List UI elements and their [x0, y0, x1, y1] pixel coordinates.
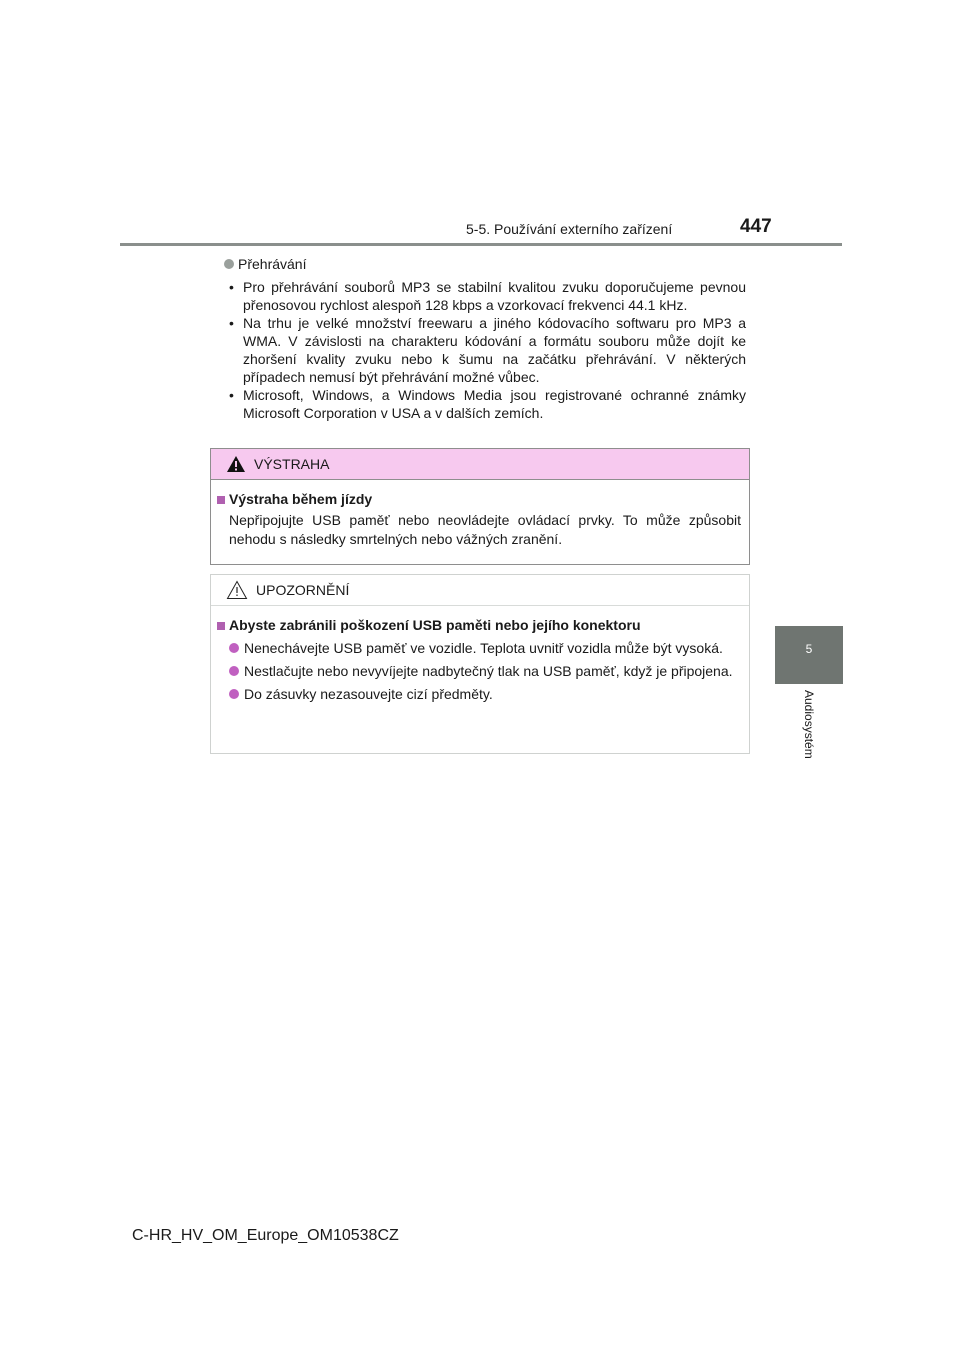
caution-body [211, 606, 749, 704]
chapter-number: 5 [805, 642, 813, 656]
header-divider [120, 243, 842, 246]
list-item [217, 639, 741, 658]
playback-section [224, 255, 746, 422]
caution-item-text: Do zásuvky nezasouvejte cizí předměty. [244, 686, 493, 702]
square-bullet-icon [217, 622, 225, 630]
list-item [217, 662, 741, 681]
document-id: C-HR_HV_OM_Europe_OM10538CZ [132, 1227, 399, 1244]
list-item: • Na trhu je velké množství freewaru a jiného kódovacího softwaru pro MP3 a WMA. V závislosti na charakteru kódování a formátu souboru může dojít ke zhoršení kvality zvuku nebo k šumu na začátku přehrávání. V některých případech nemusí být přehrávání možné vůbec. [224, 314, 746, 386]
warning-body [211, 480, 749, 549]
square-bullet-icon [217, 496, 225, 504]
list-item: • Microsoft, Windows, a Windows Media jsou registrované ochranné známky Microsoft Corporation v USA a v dalších zemích. [224, 386, 746, 422]
warning-title-text: Výstraha během jízdy [229, 491, 373, 507]
bullet-circle-icon [229, 666, 239, 676]
warning-box [210, 448, 750, 565]
list-item [217, 685, 741, 704]
caution-item-text: Nenechávejte USB paměť ve vozidle. Teplota uvnitř vozidla může být vysoká. [244, 640, 723, 656]
caution-header [211, 575, 749, 606]
section-title: 5-5. Používání externího zařízení [466, 221, 673, 237]
playback-bullet-list [224, 278, 746, 422]
caution-box [210, 574, 750, 754]
chapter-label: Audiosystém [802, 690, 816, 759]
warning-title [217, 490, 741, 509]
bullet-circle-icon [229, 643, 239, 653]
caution-title [217, 616, 741, 635]
caution-title-text: Abyste zabránili poškození USB paměti nebo jejího konektoru [229, 617, 641, 633]
warning-label: VÝSTRAHA [254, 456, 330, 472]
list-item: • Pro přehrávání souborů MP3 se stabilní kvalitou zvuku doporučujeme pevnou přenosovou rychlost alespoň 128 kbps a vzorkovací frekvenci 44.1 kHz. [224, 278, 746, 314]
warning-header [211, 449, 749, 480]
warning-triangle-icon [226, 455, 246, 473]
page-number: 447 [740, 216, 772, 237]
warning-text: Nepřipojujte USB paměť nebo neovládejte ovládací prvky. To může způsobit nehodu s následky smrtelných nebo vážných zranění. [229, 512, 741, 547]
playback-heading [224, 255, 746, 273]
caution-item-text: Nestlačujte nebo nevyvíjejte nadbytečný tlak na USB paměť, když je připojena. [244, 663, 733, 679]
caution-label: UPOZORNĚNÍ [256, 582, 350, 598]
bullet-circle-icon [229, 689, 239, 699]
chapter-tab [775, 626, 843, 684]
caution-triangle-icon [226, 580, 248, 600]
playback-heading-text: Přehrávání [238, 256, 307, 272]
bullet-circle-icon [224, 259, 234, 269]
